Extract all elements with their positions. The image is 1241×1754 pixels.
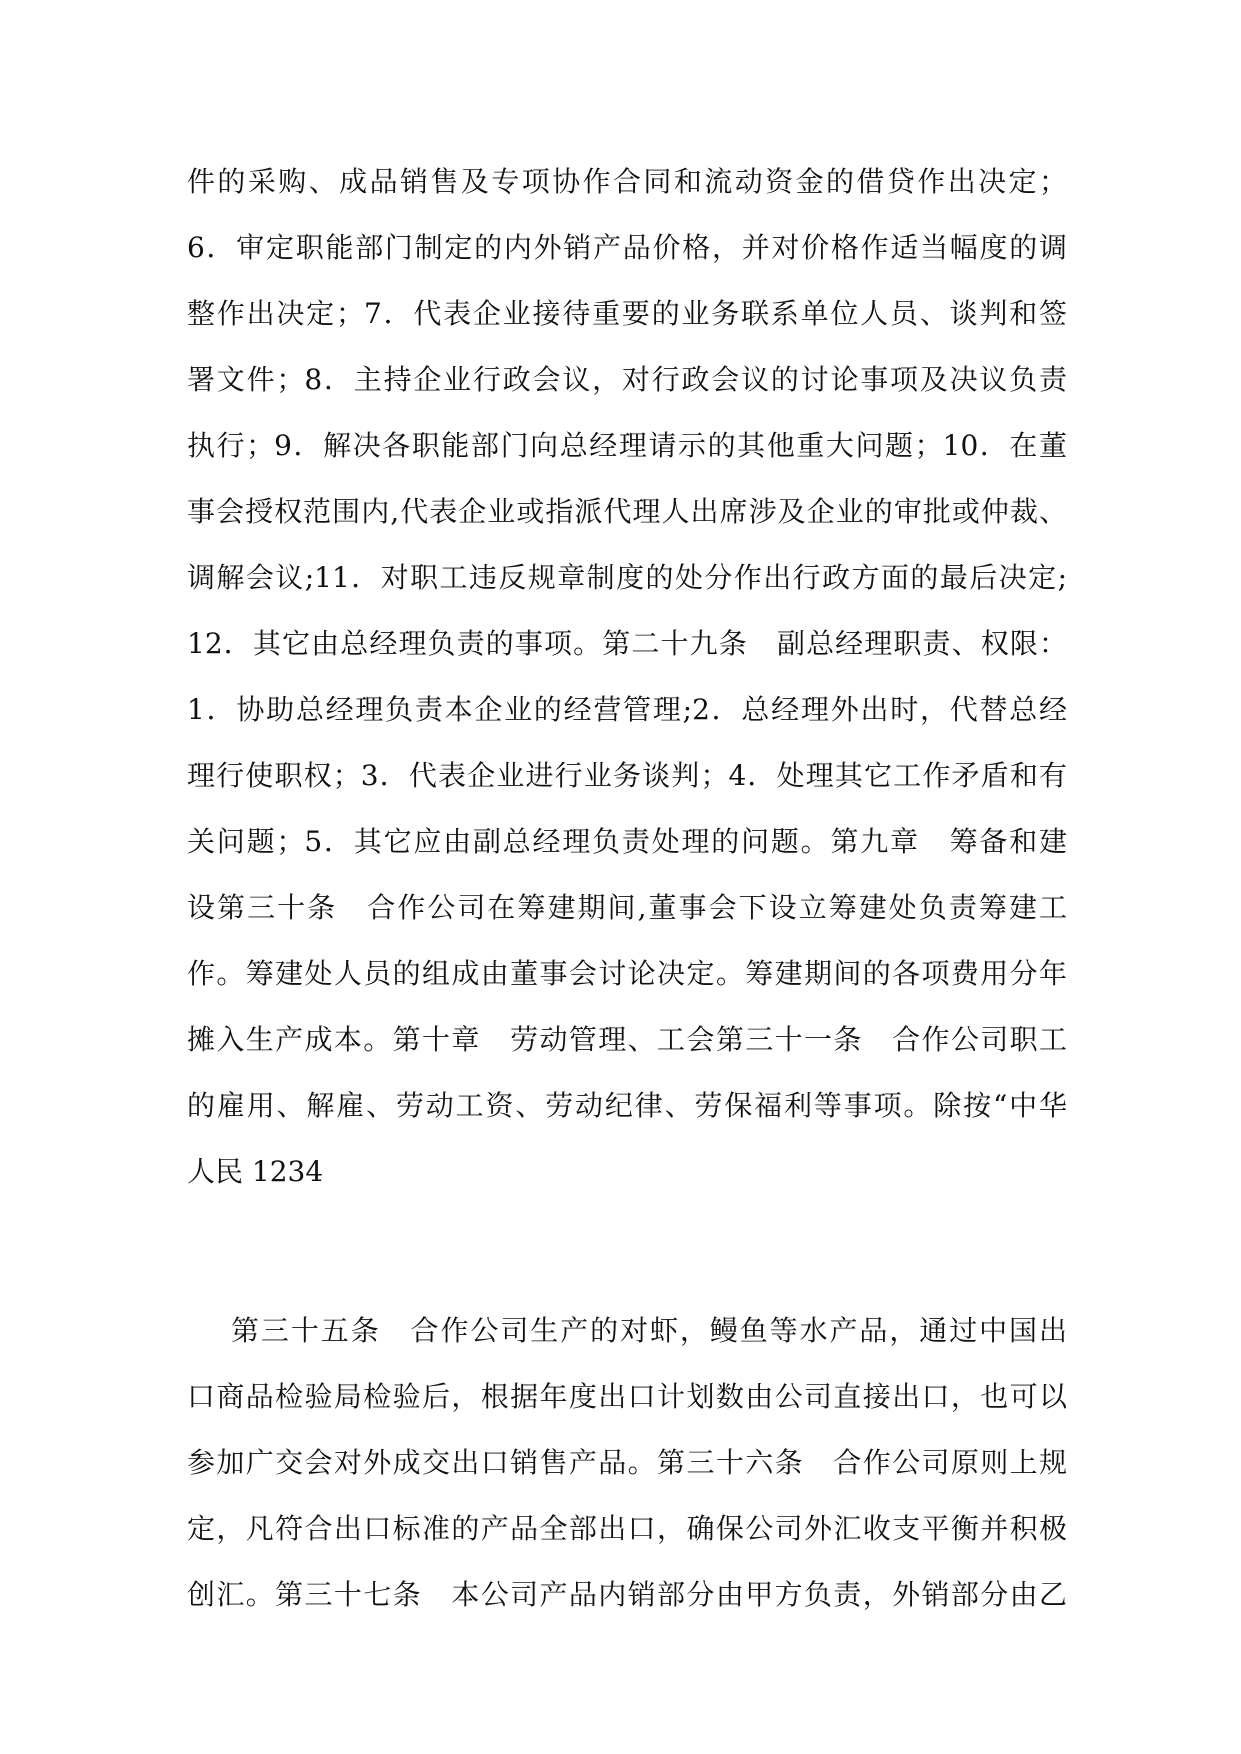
text-line: 1．协助总经理负责本企业的经营管理;2．总经理外出时，代替总经	[187, 693, 1067, 726]
text-line: 事会授权范围内,代表企业或指派代理人出席涉及企业的审批或仲裁、	[187, 495, 1067, 528]
text-line: 12．其它由总经理负责的事项。第二十九条 副总经理职责、权限：	[187, 627, 1067, 660]
text-line: 的雇用、解雇、劳动工资、劳动纪律、劳保福利等事项。除按“中华	[187, 1089, 1067, 1122]
text-line: 调解会议;11．对职工违反规章制度的处分作出行政方面的最后决定;	[187, 561, 1067, 594]
text-line: 署文件；8．主持企业行政会议，对行政会议的讨论事项及决议负责	[187, 363, 1067, 396]
text-line: 作。筹建处人员的组成由董事会讨论决定。筹建期间的各项费用分年	[187, 957, 1067, 990]
text-line: 件的采购、成品销售及专项协作合同和流动资金的借贷作出决定；	[187, 165, 1067, 198]
text-line: 设第三十条 合作公司在筹建期间,董事会下设立筹建处负责筹建工	[187, 891, 1067, 924]
text-line: 参加广交会对外成交出口销售产品。第三十六条 合作公司原则上规	[187, 1446, 1067, 1479]
text-line: 创汇。第三十七条 本公司产品内销部分由甲方负责，外销部分由乙	[187, 1578, 1067, 1611]
text-line: 人民 1234	[187, 1155, 324, 1188]
text-line: 整作出决定；7．代表企业接待重要的业务联系单位人员、谈判和签	[187, 297, 1067, 330]
text-line: 口商品检验局检验后，根据年度出口计划数由公司直接出口，也可以	[187, 1380, 1067, 1413]
text-line: 定，凡符合出口标准的产品全部出口，确保公司外汇收支平衡并积极	[187, 1512, 1067, 1545]
text-line: 理行使职权；3．代表企业进行业务谈判；4．处理其它工作矛盾和有	[187, 759, 1067, 792]
text-line: 关问题；5．其它应由副总经理负责处理的问题。第九章 筹备和建	[187, 825, 1067, 858]
text-line: 第三十五条 合作公司生产的对虾，鳗鱼等水产品，通过中国出	[231, 1314, 1067, 1347]
text-line: 执行；9．解决各职能部门向总经理请示的其他重大问题；10．在董	[187, 429, 1067, 462]
text-line: 6．审定职能部门制定的内外销产品价格，并对价格作适当幅度的调	[187, 231, 1067, 264]
text-line: 摊入生产成本。第十章 劳动管理、工会第三十一条 合作公司职工	[187, 1023, 1067, 1056]
